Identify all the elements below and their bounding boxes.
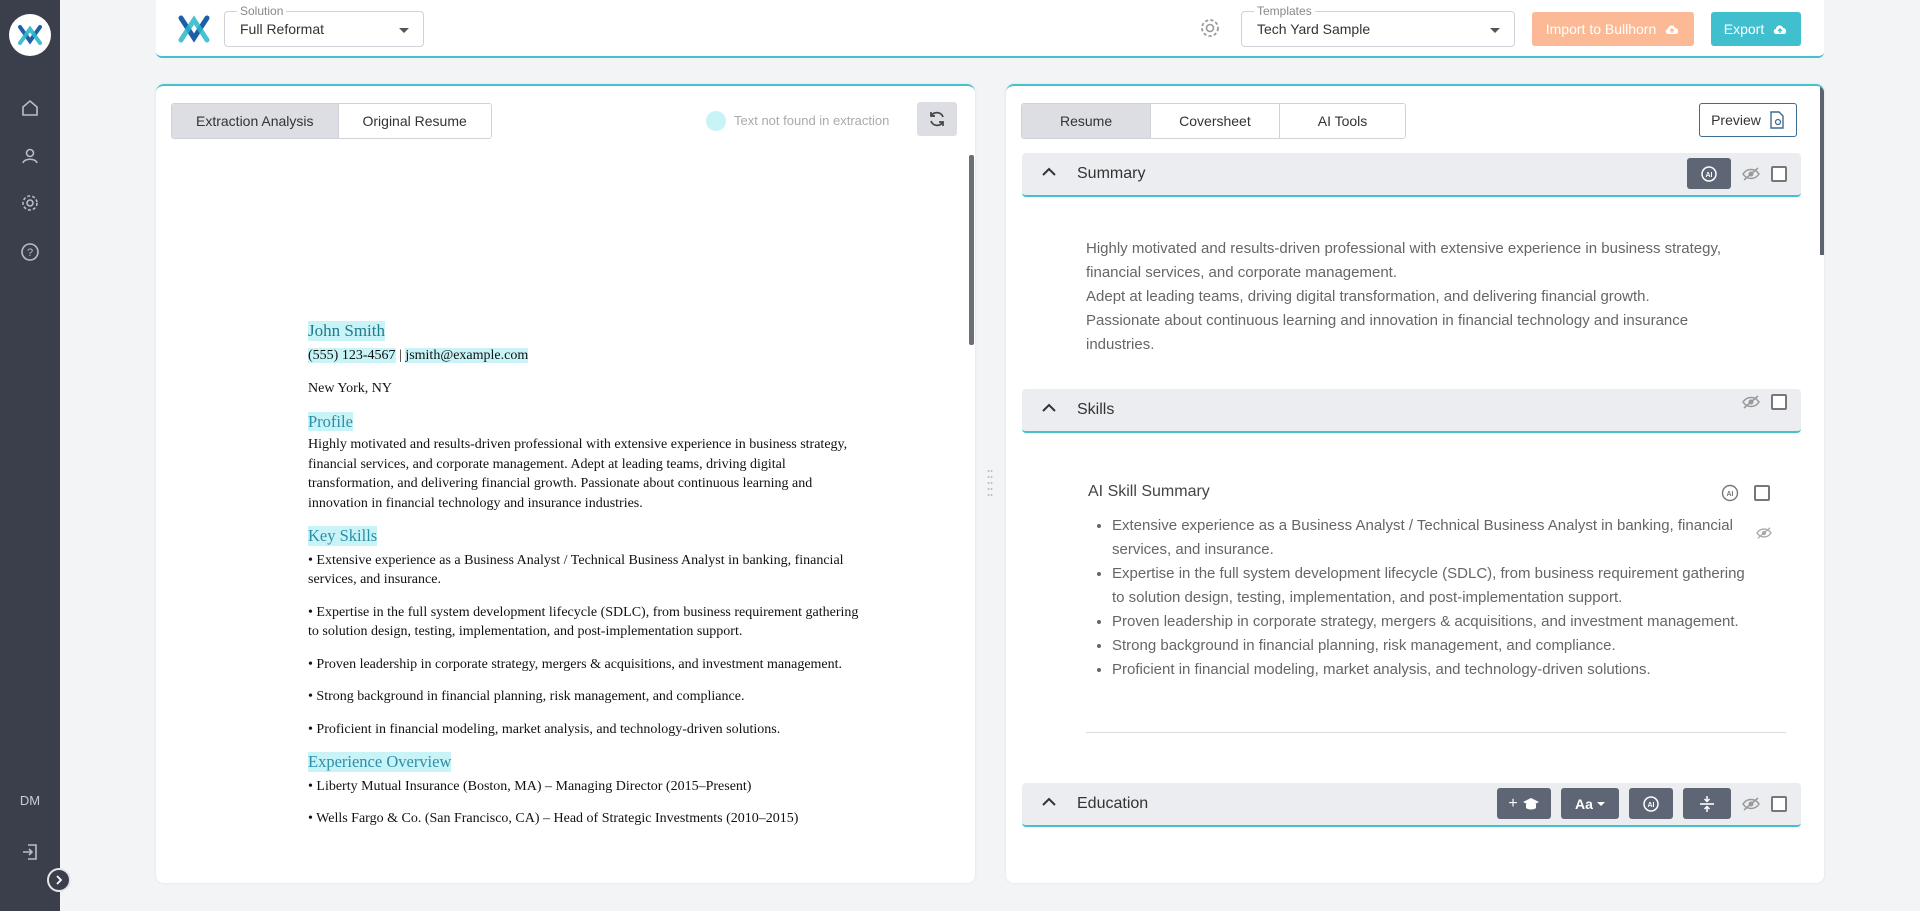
export-button[interactable] (1711, 12, 1801, 46)
font-style-button[interactable] (1561, 788, 1619, 819)
skill-item[interactable]: • Expertise in the full system development lifecycle (SDLC), from business requirement gathering to solution design, testing, implementation, and post-implementation support. (1112, 562, 1752, 610)
resume-editor-panel (1006, 84, 1824, 883)
add-education-button[interactable] (1497, 788, 1551, 819)
skills-heading: Key Skills (308, 526, 378, 545)
solution-value: Full Reformat (240, 21, 325, 37)
import-label: Import to Bullhorn (1545, 21, 1657, 37)
summary-content (1086, 237, 1726, 357)
help-icon[interactable] (18, 240, 42, 264)
svg-text:AI: AI (1726, 491, 1734, 498)
divider (1086, 732, 1786, 733)
highlight-legend-text: Text not found in extraction (734, 113, 890, 128)
document-scrollbar[interactable] (969, 155, 974, 345)
document-preview-icon (1769, 111, 1785, 129)
left-tabs (171, 103, 492, 139)
logout-icon[interactable] (18, 840, 42, 864)
font-style-label: Aa (1575, 795, 1593, 812)
ai-skill-summary-checkbox[interactable] (1754, 485, 1770, 501)
summary-line[interactable]: Highly motivated and results-driven professional with extensive experience in business strategy, financial services, and corporate management. (1086, 240, 1722, 281)
chevron-right-icon (54, 875, 64, 885)
ai-icon (1641, 795, 1661, 813)
skill-item[interactable]: • Proven leadership in corporate strategy, mergers & acquisitions, and investment management. (1112, 610, 1752, 634)
profile-text: Highly motivated and results-driven professional with extensive experience in business strategy, financial services, and corporate management. Adept at leading teams, driving digital transformation, and delivering financial growth. Passionate about continuous learning and innovation in financial technology and insurance industries. (308, 437, 848, 511)
resume-experience-item: • Wells Fargo & Co. (San Francisco, CA) – Head of Strategic Investments (2010–2015) (308, 811, 799, 826)
summary-section-header[interactable] (1022, 153, 1801, 197)
refresh-button[interactable] (917, 102, 957, 136)
caret-down-icon (1490, 28, 1500, 33)
drag-handle-icon (987, 468, 993, 498)
resume-skill-item: • Expertise in the full system development lifecycle (SDLC), from business requirement gathering to solution design, testing, implementation, and post-implementation support. (308, 604, 859, 639)
skill-list (1112, 514, 1752, 682)
plus-icon: + (1508, 794, 1518, 812)
templates-legend: Templates (1254, 4, 1315, 18)
right-tabs (1021, 103, 1406, 139)
sidebar (0, 0, 60, 911)
chevron-up-icon[interactable] (1042, 403, 1056, 413)
export-label: Export (1723, 21, 1765, 37)
solution-legend: Solution (237, 4, 286, 18)
tab-coversheet[interactable]: Coversheet (1151, 104, 1280, 138)
eye-slash-icon[interactable] (1755, 526, 1773, 540)
caret-down-icon (399, 28, 409, 33)
skills-checkbox[interactable] (1771, 394, 1787, 410)
ai-skill-summary-title: AI Skill Summary (1088, 483, 1210, 500)
skill-item[interactable]: • Proficient in financial modeling, market analysis, and technology-driven solutions. (1112, 658, 1752, 682)
skills-section-header[interactable] (1022, 389, 1801, 433)
resume-document (308, 321, 868, 829)
resume-separator: | (399, 347, 402, 363)
solution-select[interactable] (224, 4, 424, 47)
cloud-upload-icon (1772, 22, 1788, 36)
tab-resume[interactable]: Resume (1022, 104, 1151, 138)
resume-location: New York, NY (308, 381, 393, 396)
compress-vertical-icon (1698, 795, 1716, 813)
tab-ai-tools[interactable]: AI Tools (1280, 104, 1406, 138)
tab-extraction-analysis[interactable]: Extraction Analysis (172, 104, 339, 138)
svg-text:AI: AI (1647, 801, 1655, 809)
eye-slash-icon[interactable] (1741, 166, 1761, 182)
templates-value: Tech Yard Sample (1257, 21, 1371, 37)
cloud-upload-icon (1664, 22, 1680, 36)
brand-logo (178, 14, 210, 49)
resume-skill-item: • Strong background in financial planning, risk management, and compliance. (308, 689, 745, 704)
editor-scrollbar[interactable] (1820, 86, 1824, 255)
panel-resize-handle[interactable] (987, 468, 993, 498)
eye-slash-icon[interactable] (1741, 796, 1761, 812)
preview-label: Preview (1711, 112, 1761, 128)
ai-rewrite-button[interactable] (1629, 788, 1673, 819)
education-title: Education (1077, 795, 1149, 812)
chevron-up-icon[interactable] (1042, 167, 1056, 177)
resume-skill-item: • Proficient in financial modeling, market analysis, and technology-driven solutions. (308, 721, 781, 737)
caret-down-icon (1597, 802, 1605, 806)
chevron-up-icon[interactable] (1042, 797, 1056, 807)
resume-name: John Smith (308, 321, 385, 340)
eye-slash-icon[interactable] (1741, 394, 1761, 410)
experience-heading: Experience Overview (308, 752, 452, 771)
collapse-spacing-button[interactable] (1683, 788, 1731, 819)
summary-line[interactable]: Adept at leading teams, driving digital transformation, and delivering financial growth. (1086, 288, 1650, 305)
graduation-cap-icon (1522, 797, 1540, 811)
skills-title: Skills (1077, 401, 1115, 418)
extraction-panel (156, 84, 975, 883)
resume-email: jsmith@example.com (405, 347, 529, 363)
preview-button[interactable] (1699, 103, 1797, 137)
template-settings-button[interactable] (1199, 17, 1221, 44)
ai-rewrite-button[interactable] (1687, 158, 1731, 189)
logo-icon (16, 21, 44, 49)
gear-icon[interactable] (18, 191, 42, 215)
tab-original-resume[interactable]: Original Resume (339, 104, 491, 138)
ai-icon[interactable] (1720, 483, 1740, 503)
summary-title: Summary (1077, 165, 1146, 182)
user-initials[interactable]: DM (19, 793, 41, 808)
import-to-bullhorn-button[interactable] (1532, 12, 1694, 46)
resume-skill-item: • Extensive experience as a Business Analyst / Technical Business Analyst in banking, financial services, and insurance. (308, 552, 844, 587)
top-toolbar (156, 0, 1824, 58)
highlight-legend-swatch (706, 111, 726, 131)
education-section-header[interactable] (1022, 783, 1801, 827)
education-checkbox[interactable] (1771, 796, 1787, 812)
summary-line[interactable]: Passionate about continuous learning and innovation in financial technology and insurance industries. (1086, 312, 1689, 353)
skill-item[interactable]: • Strong background in financial planning, risk management, and compliance. (1112, 634, 1752, 658)
home-icon[interactable] (18, 96, 42, 120)
summary-checkbox[interactable] (1771, 166, 1787, 182)
skills-tools (1741, 394, 1787, 410)
refresh-icon (927, 109, 947, 129)
summary-tools (1687, 158, 1787, 189)
expand-sidebar-button[interactable] (47, 868, 71, 892)
gear-icon (1199, 17, 1221, 39)
resume-experience-item: • Liberty Mutual Insurance (Boston, MA) – Managing Director (2015–Present) (308, 778, 752, 794)
resume-phone: (555) 123-4567 (308, 347, 396, 363)
svg-text:AI: AI (1705, 171, 1713, 179)
app-logo[interactable] (9, 14, 51, 56)
logo-icon (178, 14, 210, 44)
skill-item[interactable]: • Extensive experience as a Business Analyst / Technical Business Analyst in banking, financial services, and insurance. (1112, 514, 1752, 562)
ai-icon (1699, 165, 1719, 183)
profile-heading: Profile (308, 411, 353, 431)
user-icon[interactable] (18, 144, 42, 168)
templates-select[interactable] (1241, 4, 1515, 47)
resume-skill-item: • Proven leadership in corporate strategy, mergers & acquisitions, and investment management. (308, 656, 843, 672)
education-tools (1497, 788, 1787, 819)
svg-text:?: ? (26, 247, 34, 259)
